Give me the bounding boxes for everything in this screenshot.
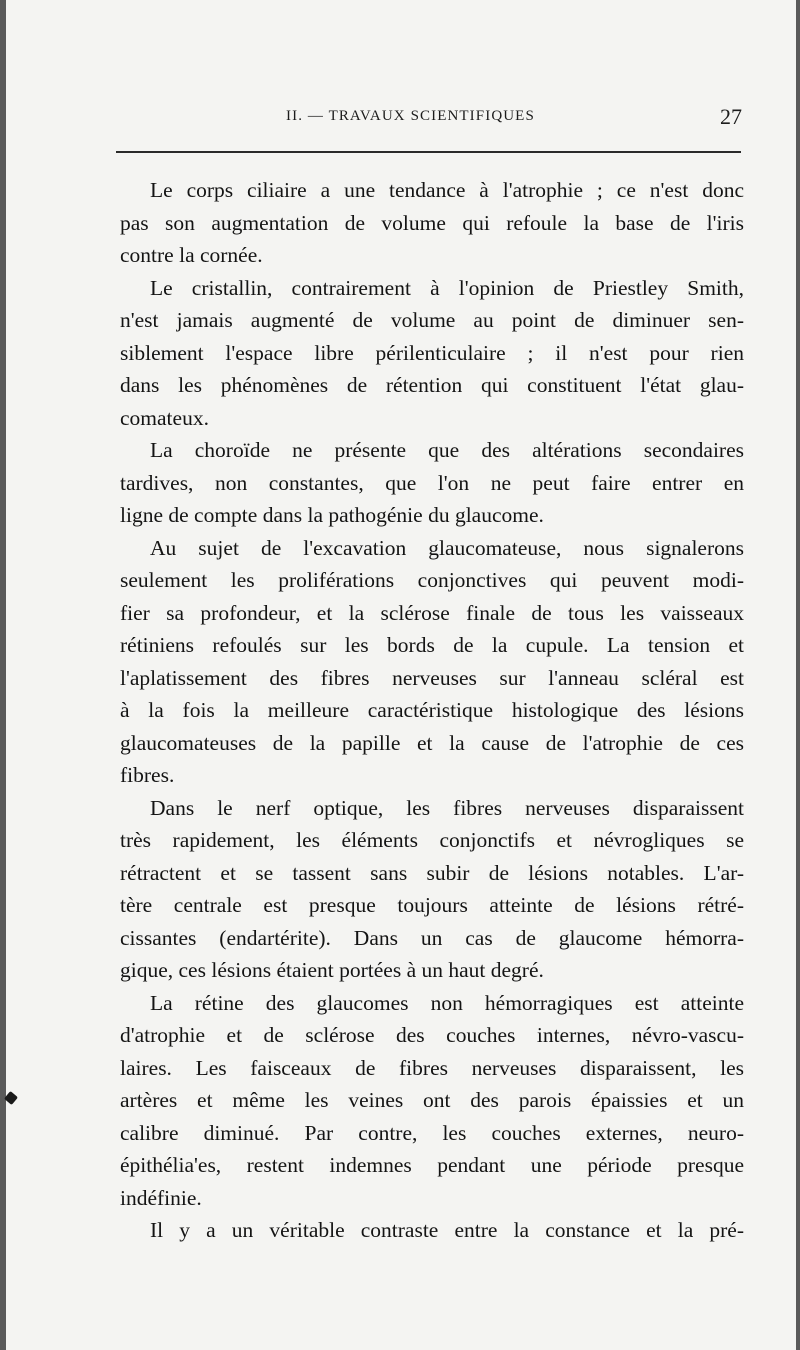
text-line: artères et même les veines ont des parois épaissies et un [120, 1088, 744, 1112]
text-line: n'est jamais augmenté de volume au point de diminuer sen- [120, 308, 744, 332]
text-line: tère centrale est presque toujours atteinte de lésions rétré- [120, 893, 744, 917]
text-line: à la fois la meilleure caractéristique histologique des lésions [120, 698, 744, 722]
text-line: cissantes (endartérite). Dans un cas de glaucome hémorra- [120, 925, 744, 950]
text-line: seulement les proliférations conjonctives qui peuvent modi- [120, 568, 744, 592]
text-line: d'atrophie et de sclérose des couches internes, névro-vascu- [120, 1023, 744, 1047]
paragraph [120, 174, 744, 272]
text-line: Au sujet de l'excavation glaucomateuse, nous signalerons [150, 535, 744, 560]
paragraph [120, 272, 744, 435]
text-line: La choroïde ne présente que des altérations secondaires [150, 438, 744, 462]
text-line: ligne de compte dans la pathogénie du glaucome. [120, 503, 544, 527]
text-line: très rapidement, les éléments conjonctifs et névrogliques se [120, 828, 744, 852]
paragraph [120, 792, 744, 987]
page-header [286, 104, 746, 136]
text-line: Dans le nerf optique, les fibres nerveuses disparaissent [150, 795, 744, 820]
text-line: La rétine des glaucomes non hémorragiques est atteinte [150, 990, 744, 1015]
text-line: rétiniens refoulés sur les bords de la cupule. La tension et [120, 633, 744, 657]
text-line: Le cristallin, contrairement à l'opinion de Priestley Smith, [150, 275, 744, 300]
paragraph [120, 987, 744, 1215]
text-line: dans les phénomènes de rétention qui constituent l'état glau- [120, 373, 744, 397]
text-line: rétractent et se tassent sans subir de lésions notables. L'ar- [120, 860, 744, 885]
text-line: tardives, non constantes, que l'on ne peut faire entrer en [120, 470, 744, 495]
text-line: gique, ces lésions étaient portées à un haut degré. [120, 958, 544, 982]
body-text [120, 174, 744, 1247]
paragraph [120, 532, 744, 792]
text-line: pas son augmentation de volume qui refoule la base de l'iris [120, 210, 744, 235]
text-line: Il y a un véritable contraste entre la constance et la pré- [150, 1218, 744, 1242]
text-line: Le corps ciliaire a une tendance à l'atrophie ; ce n'est donc [150, 178, 744, 202]
text-line: indéfinie. [120, 1185, 202, 1210]
text-line: comateux. [120, 405, 209, 430]
text-line: l'aplatissement des fibres nerveuses sur l'anneau scléral est [120, 665, 744, 690]
text-line: épithélia'es, restent indemnes pendant une période presque [120, 1153, 744, 1177]
paragraph [120, 1214, 744, 1247]
text-line: laires. Les faisceaux de fibres nerveuses disparaissent, les [120, 1055, 744, 1080]
text-line: fier sa profondeur, et la sclérose finale de tous les vaisseaux [120, 600, 744, 625]
text-line: siblement l'espace libre périlenticulaire ; il n'est pour rien [120, 340, 744, 365]
page-number: 27 [720, 104, 742, 129]
header-rule [116, 151, 741, 153]
paragraph [120, 434, 744, 532]
text-line: fibres. [120, 763, 175, 787]
book-page [6, 0, 796, 1350]
running-title: II. — TRAVAUX SCIENTIFIQUES [286, 108, 535, 124]
text-line: glaucomateuses de la papille et la cause de l'atrophie de ces [120, 730, 744, 755]
text-line: calibre diminué. Par contre, les couches externes, neuro- [120, 1120, 744, 1145]
text-line: contre la cornée. [120, 243, 263, 267]
